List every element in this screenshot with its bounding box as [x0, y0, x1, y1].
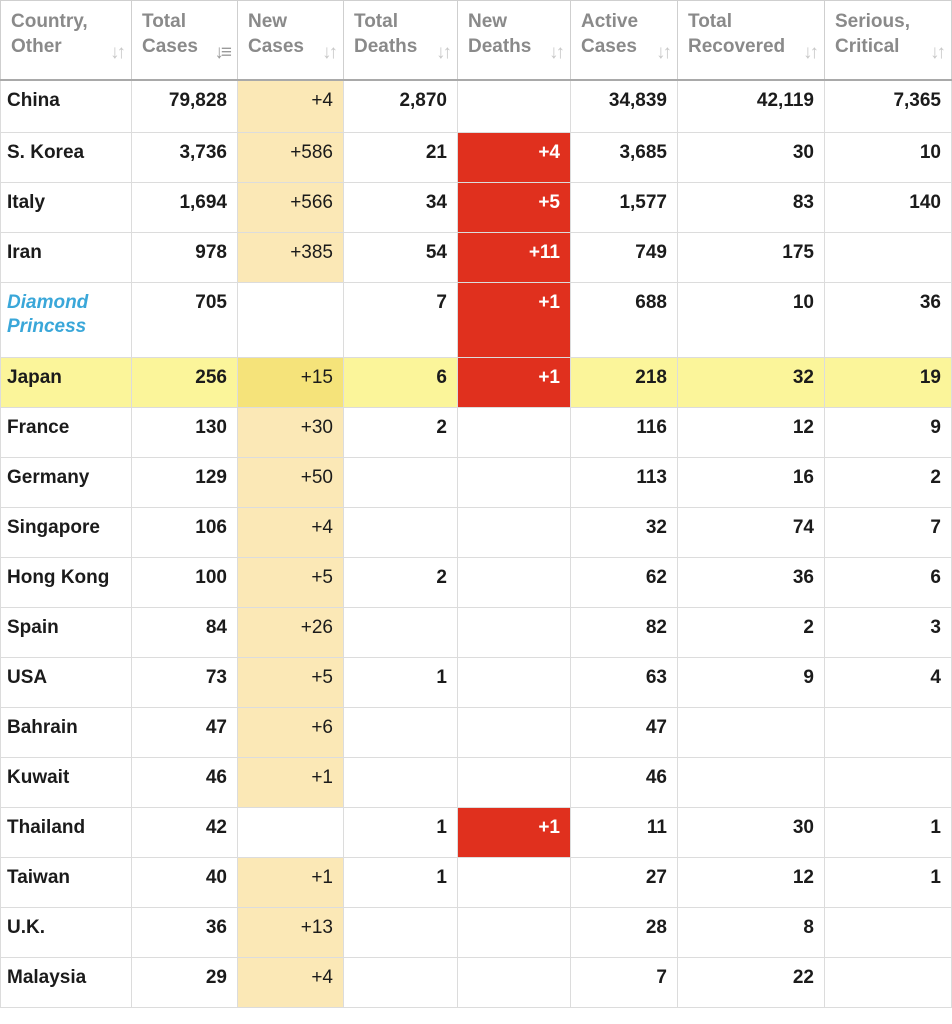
cell-country	[1, 182, 132, 232]
table-row	[1, 132, 952, 182]
cell-serious-critical: 3	[825, 607, 952, 657]
cell-serious-critical: 1	[825, 807, 952, 857]
cell-total-cases: 73	[132, 657, 238, 707]
cell-active-cases: 116	[571, 407, 678, 457]
cell-active-cases: 688	[571, 282, 678, 357]
cell-country	[1, 557, 132, 607]
cell-total-cases: 3,736	[132, 132, 238, 182]
sort-arrows-icon[interactable]: ↓↑	[110, 42, 123, 63]
cell-total-cases: 705	[132, 282, 238, 357]
cell-new-cases: +13	[238, 907, 344, 957]
cell-new-deaths	[458, 507, 571, 557]
cell-active-cases: 1,577	[571, 182, 678, 232]
cell-new-deaths	[458, 757, 571, 807]
cell-total-recovered	[678, 757, 825, 807]
header-total-recovered[interactable]	[678, 1, 825, 81]
cell-total-cases: 29	[132, 957, 238, 1007]
cell-country	[1, 232, 132, 282]
cell-active-cases: 749	[571, 232, 678, 282]
country-link[interactable]: Diamond Princess	[7, 291, 89, 337]
cell-total-recovered: 9	[678, 657, 825, 707]
cell-country	[1, 907, 132, 957]
cell-new-deaths: +1	[458, 807, 571, 857]
cell-new-deaths	[458, 857, 571, 907]
cell-serious-critical: 2	[825, 457, 952, 507]
country-name: China	[7, 90, 60, 111]
cell-total-cases: 84	[132, 607, 238, 657]
cell-new-cases: +4	[238, 80, 344, 132]
cell-new-cases: +586	[238, 132, 344, 182]
cell-active-cases: 113	[571, 457, 678, 507]
cell-active-cases: 27	[571, 857, 678, 907]
cell-new-cases: +5	[238, 557, 344, 607]
cell-country	[1, 857, 132, 907]
table-row	[1, 707, 952, 757]
cell-serious-critical	[825, 957, 952, 1007]
sort-arrows-icon[interactable]: ↓↑	[549, 42, 562, 63]
cell-total-recovered: 83	[678, 182, 825, 232]
cell-serious-critical: 1	[825, 857, 952, 907]
cell-new-deaths	[458, 907, 571, 957]
country-name: S. Korea	[7, 141, 85, 163]
cell-active-cases: 62	[571, 557, 678, 607]
cell-total-deaths: 6	[344, 357, 458, 407]
country-name: France	[7, 416, 70, 438]
cell-total-deaths: 2,870	[344, 80, 458, 132]
cell-country	[1, 132, 132, 182]
cell-total-deaths	[344, 757, 458, 807]
cell-total-deaths: 1	[344, 657, 458, 707]
cell-total-recovered: 10	[678, 282, 825, 357]
table-row	[1, 282, 952, 357]
cell-new-deaths	[458, 80, 571, 132]
cell-serious-critical: 4	[825, 657, 952, 707]
cell-total-cases: 46	[132, 757, 238, 807]
cell-serious-critical: 140	[825, 182, 952, 232]
cell-total-recovered: 16	[678, 457, 825, 507]
table-row	[1, 857, 952, 907]
header-active-cases[interactable]	[571, 1, 678, 81]
cell-total-recovered: 74	[678, 507, 825, 557]
cell-total-cases: 47	[132, 707, 238, 757]
cell-new-deaths	[458, 607, 571, 657]
cell-serious-critical: 9	[825, 407, 952, 457]
header-label: Active Cases	[581, 11, 639, 57]
header-new-deaths[interactable]	[458, 1, 571, 81]
cell-total-cases: 106	[132, 507, 238, 557]
cell-country	[1, 757, 132, 807]
cell-new-deaths	[458, 657, 571, 707]
header-label: Total Recovered	[688, 11, 786, 57]
cell-total-deaths: 1	[344, 857, 458, 907]
cell-new-cases: +4	[238, 507, 344, 557]
header-total-deaths[interactable]	[344, 1, 458, 81]
cell-country	[1, 407, 132, 457]
table-header	[1, 1, 952, 81]
cell-active-cases: 7	[571, 957, 678, 1007]
cell-total-deaths	[344, 707, 458, 757]
cell-new-deaths: +11	[458, 232, 571, 282]
cell-total-cases: 79,828	[132, 80, 238, 132]
cell-serious-critical: 7,365	[825, 80, 952, 132]
table-row	[1, 507, 952, 557]
country-name: Germany	[7, 466, 90, 488]
cell-country	[1, 657, 132, 707]
cell-total-recovered: 42,119	[678, 80, 825, 132]
country-name: Iran	[7, 241, 42, 263]
sort-arrows-icon[interactable]: ↓↑	[656, 42, 669, 63]
cell-total-deaths	[344, 957, 458, 1007]
country-name: Taiwan	[7, 866, 70, 888]
cell-total-deaths	[344, 507, 458, 557]
header-row	[1, 1, 952, 81]
country-name: Bahrain	[7, 716, 78, 738]
cell-country	[1, 607, 132, 657]
header-label: Country, Other	[11, 11, 88, 57]
sort-arrows-icon[interactable]: ↓↑	[322, 42, 335, 63]
cell-new-cases	[238, 282, 344, 357]
header-label: New Deaths	[468, 11, 532, 57]
header-label: Total Deaths	[354, 11, 418, 57]
cell-total-cases: 978	[132, 232, 238, 282]
country-name: USA	[7, 666, 48, 688]
sort-arrows-icon[interactable]: ↓↑	[930, 42, 943, 63]
cell-total-recovered: 2	[678, 607, 825, 657]
header-label: Total Cases	[142, 11, 198, 57]
cell-total-recovered: 12	[678, 407, 825, 457]
cell-country	[1, 507, 132, 557]
cell-total-deaths	[344, 457, 458, 507]
cell-total-deaths	[344, 607, 458, 657]
cell-new-deaths: +5	[458, 182, 571, 232]
cell-active-cases: 28	[571, 907, 678, 957]
country-name: Kuwait	[7, 766, 70, 788]
cell-active-cases: 11	[571, 807, 678, 857]
table-row	[1, 657, 952, 707]
table-row	[1, 80, 952, 132]
cell-serious-critical: 36	[825, 282, 952, 357]
table-row	[1, 182, 952, 232]
table-row	[1, 957, 952, 1007]
cell-total-deaths: 21	[344, 132, 458, 182]
table-body	[1, 80, 952, 1007]
cell-total-recovered: 12	[678, 857, 825, 907]
table-row	[1, 457, 952, 507]
cell-total-cases: 130	[132, 407, 238, 457]
cell-total-recovered: 30	[678, 132, 825, 182]
cell-new-cases: +1	[238, 757, 344, 807]
header-label: New Cases	[248, 11, 304, 57]
table-row	[1, 757, 952, 807]
country-name: Japan	[7, 366, 62, 388]
header-country[interactable]	[1, 1, 132, 81]
cell-total-recovered: 32	[678, 357, 825, 407]
cell-total-cases: 1,694	[132, 182, 238, 232]
cell-total-recovered: 22	[678, 957, 825, 1007]
cell-serious-critical: 10	[825, 132, 952, 182]
table-row	[1, 557, 952, 607]
cell-total-deaths: 34	[344, 182, 458, 232]
cell-total-recovered: 30	[678, 807, 825, 857]
country-name: U.K.	[7, 916, 45, 938]
cell-total-deaths: 2	[344, 407, 458, 457]
cell-total-deaths: 1	[344, 807, 458, 857]
cell-active-cases: 3,685	[571, 132, 678, 182]
cell-serious-critical	[825, 707, 952, 757]
country-name: Singapore	[7, 516, 100, 538]
header-new-cases[interactable]	[238, 1, 344, 81]
sort-arrows-icon[interactable]: ↓↑	[803, 42, 816, 63]
header-total-cases[interactable]	[132, 1, 238, 81]
sort-descending-icon[interactable]: ↓≡	[214, 42, 229, 63]
cell-country	[1, 457, 132, 507]
cell-serious-critical: 6	[825, 557, 952, 607]
country-name: Italy	[7, 191, 46, 213]
cell-new-cases: +385	[238, 232, 344, 282]
cell-new-deaths: +4	[458, 132, 571, 182]
cell-serious-critical	[825, 757, 952, 807]
cell-serious-critical	[825, 232, 952, 282]
cell-new-cases: +5	[238, 657, 344, 707]
cell-total-deaths: 54	[344, 232, 458, 282]
cell-serious-critical: 19	[825, 357, 952, 407]
table-row	[1, 607, 952, 657]
cell-country	[1, 707, 132, 757]
table-row	[1, 407, 952, 457]
country-name: Hong Kong	[7, 566, 110, 588]
cell-total-recovered: 8	[678, 907, 825, 957]
table-row	[1, 357, 952, 407]
cell-total-cases: 36	[132, 907, 238, 957]
cell-active-cases: 82	[571, 607, 678, 657]
cell-total-deaths: 7	[344, 282, 458, 357]
cell-country	[1, 957, 132, 1007]
table-row	[1, 232, 952, 282]
cell-new-cases	[238, 807, 344, 857]
cell-total-recovered: 36	[678, 557, 825, 607]
cell-total-cases: 100	[132, 557, 238, 607]
cell-total-cases: 42	[132, 807, 238, 857]
table-row	[1, 907, 952, 957]
header-label: Serious, Critical	[835, 11, 910, 57]
cell-country	[1, 80, 132, 132]
country-name: Spain	[7, 616, 59, 638]
cell-active-cases: 63	[571, 657, 678, 707]
cell-total-recovered: 175	[678, 232, 825, 282]
cell-new-cases: +6	[238, 707, 344, 757]
cell-country	[1, 357, 132, 407]
cell-new-cases: +566	[238, 182, 344, 232]
cell-serious-critical: 7	[825, 507, 952, 557]
cell-new-deaths	[458, 707, 571, 757]
cell-new-deaths	[458, 457, 571, 507]
sort-arrows-icon[interactable]: ↓↑	[436, 42, 449, 63]
cell-new-deaths	[458, 407, 571, 457]
cell-active-cases: 34,839	[571, 80, 678, 132]
country-name: Thailand	[7, 816, 86, 838]
cell-new-cases: +15	[238, 357, 344, 407]
cell-country	[1, 282, 132, 357]
cell-new-cases: +26	[238, 607, 344, 657]
cell-total-deaths: 2	[344, 557, 458, 607]
cell-total-deaths	[344, 907, 458, 957]
header-serious-critical[interactable]	[825, 1, 952, 81]
cell-active-cases: 32	[571, 507, 678, 557]
table-row	[1, 807, 952, 857]
cell-total-cases: 40	[132, 857, 238, 907]
cell-new-deaths	[458, 957, 571, 1007]
cell-serious-critical	[825, 907, 952, 957]
cell-new-cases: +30	[238, 407, 344, 457]
cell-new-deaths: +1	[458, 282, 571, 357]
cell-new-cases: +50	[238, 457, 344, 507]
cell-total-cases: 129	[132, 457, 238, 507]
cell-new-deaths: +1	[458, 357, 571, 407]
cell-total-cases: 256	[132, 357, 238, 407]
cell-active-cases: 46	[571, 757, 678, 807]
cell-new-cases: +1	[238, 857, 344, 907]
cell-active-cases: 47	[571, 707, 678, 757]
cell-new-cases: +4	[238, 957, 344, 1007]
cell-total-recovered	[678, 707, 825, 757]
cell-country	[1, 807, 132, 857]
cell-new-deaths	[458, 557, 571, 607]
cell-active-cases: 218	[571, 357, 678, 407]
country-name: Malaysia	[7, 966, 87, 988]
